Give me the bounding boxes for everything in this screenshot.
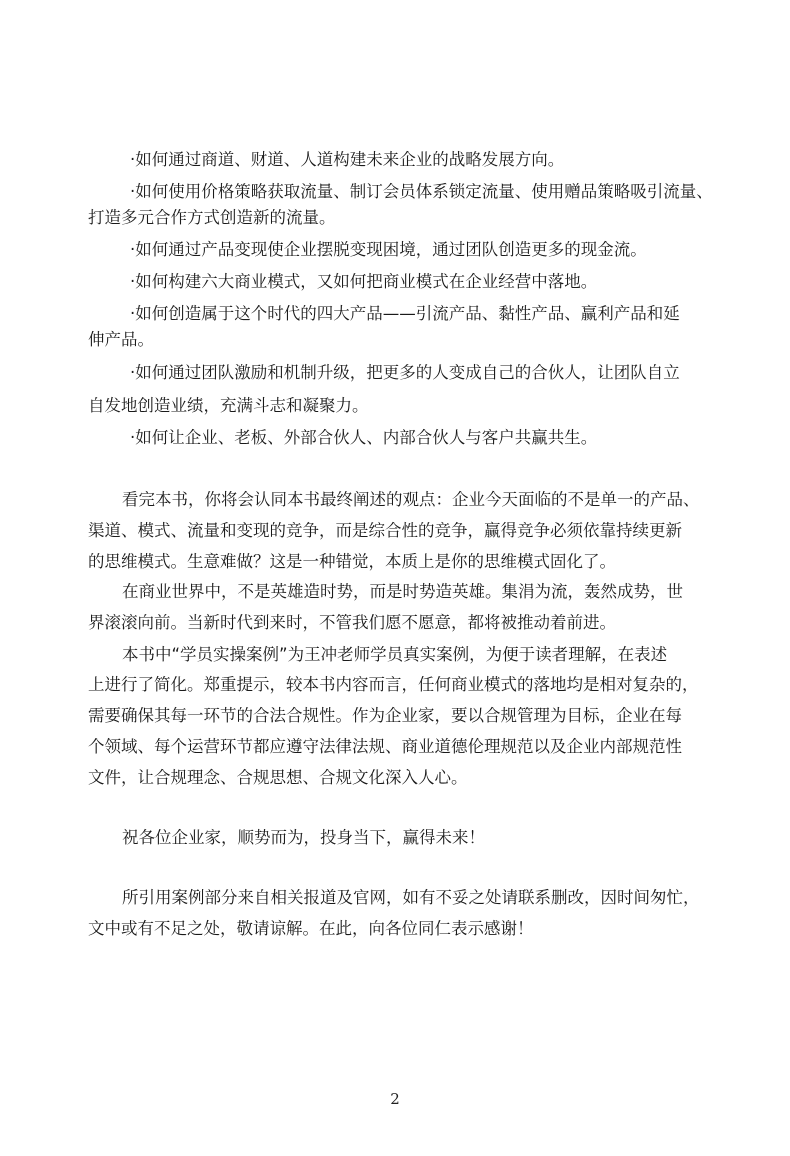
paragraph-2-line-2: 界滚滚向前。当新时代到来时，不管我们愿不愿意，都将被推动着前进。 (88, 613, 616, 632)
paragraph-closing-wish: 祝各位企业家，顺势而为，投身当下，赢得未来！ (122, 828, 485, 847)
bullet-win-win: ·如何让企业、老板、外部合伙人、内部合伙人与客户共赢共生。 (130, 428, 598, 447)
bullet-monetize: ·如何通过产品变现使企业摆脱变现困境，通过团队创造更多的现金流。 (130, 240, 647, 259)
bullet-traffic: ·如何使用价格策略获取流量、制订会员体系锁定流量、使用赠品策略吸引流量、 (130, 182, 713, 201)
bullet-team-incentive-cont: 自发地创造业绩，充满斗志和凝聚力。 (88, 396, 369, 415)
page-number: 2 (390, 1090, 400, 1108)
paragraph-3-line-5: 文件，让合规理念、合规思想、合规文化深入人心。 (88, 768, 468, 787)
paragraph-disclaimer-line-2: 文中或有不足之处，敬请谅解。在此，向各位同仁表示感谢！ (88, 919, 534, 938)
paragraph-3-line-1: 本书中“学员实操案例”为王冲老师学员真实案例，为便于读者理解，在表述 (122, 645, 668, 664)
paragraph-1-line-3: 的思维模式。生意难做？这是一种错觉，本质上是你的思维模式固化了。 (88, 552, 616, 571)
paragraph-1-line-1: 看完本书，你将会认同本书最终阐述的观点：企业今天面临的不是单一的产品、 (122, 490, 700, 509)
paragraph-3-line-4: 个领域、每个运营环节都应遵守法律法规、商业道德伦理规范以及企业内部规范性 (88, 737, 682, 756)
paragraph-1-line-2: 渠道、模式、流量和变现的竞争，而是综合性的竞争，赢得竞争必须依靠持续更新 (88, 521, 682, 540)
bullet-four-products-cont: 伸产品。 (88, 330, 154, 349)
bullet-team-incentive: ·如何通过团队激励和机制升级，把更多的人变成自己的合伙人，让团队自立 (130, 363, 680, 382)
paragraph-3-line-2: 上进行了简化。郑重提示，较本书内容而言，任何商业模式的落地均是相对复杂的， (88, 675, 699, 694)
paragraph-disclaimer-line-1: 所引用案例部分来自相关报道及官网，如有不妥之处请联系删改，因时间匆忙， (122, 888, 700, 907)
paragraph-3-line-3: 需要确保其每一环节的合法合规性。作为企业家，要以合规管理为目标，企业在每 (88, 706, 682, 725)
bullet-business-models: ·如何构建六大商业模式，又如何把商业模式在企业经营中落地。 (130, 272, 598, 291)
bullet-four-products: ·如何创造属于这个时代的四大产品——引流产品、黏性产品、赢利产品和延 (130, 304, 680, 323)
bullet-traffic-cont: 打造多元合作方式创造新的流量。 (88, 208, 336, 227)
bullet-strategy: ·如何通过商道、财道、人道构建未来企业的战略发展方向。 (130, 150, 565, 169)
paragraph-2-line-1: 在商业世界中，不是英雄造时势，而是时势造英雄。集涓为流，轰然成势，世 (122, 582, 683, 601)
